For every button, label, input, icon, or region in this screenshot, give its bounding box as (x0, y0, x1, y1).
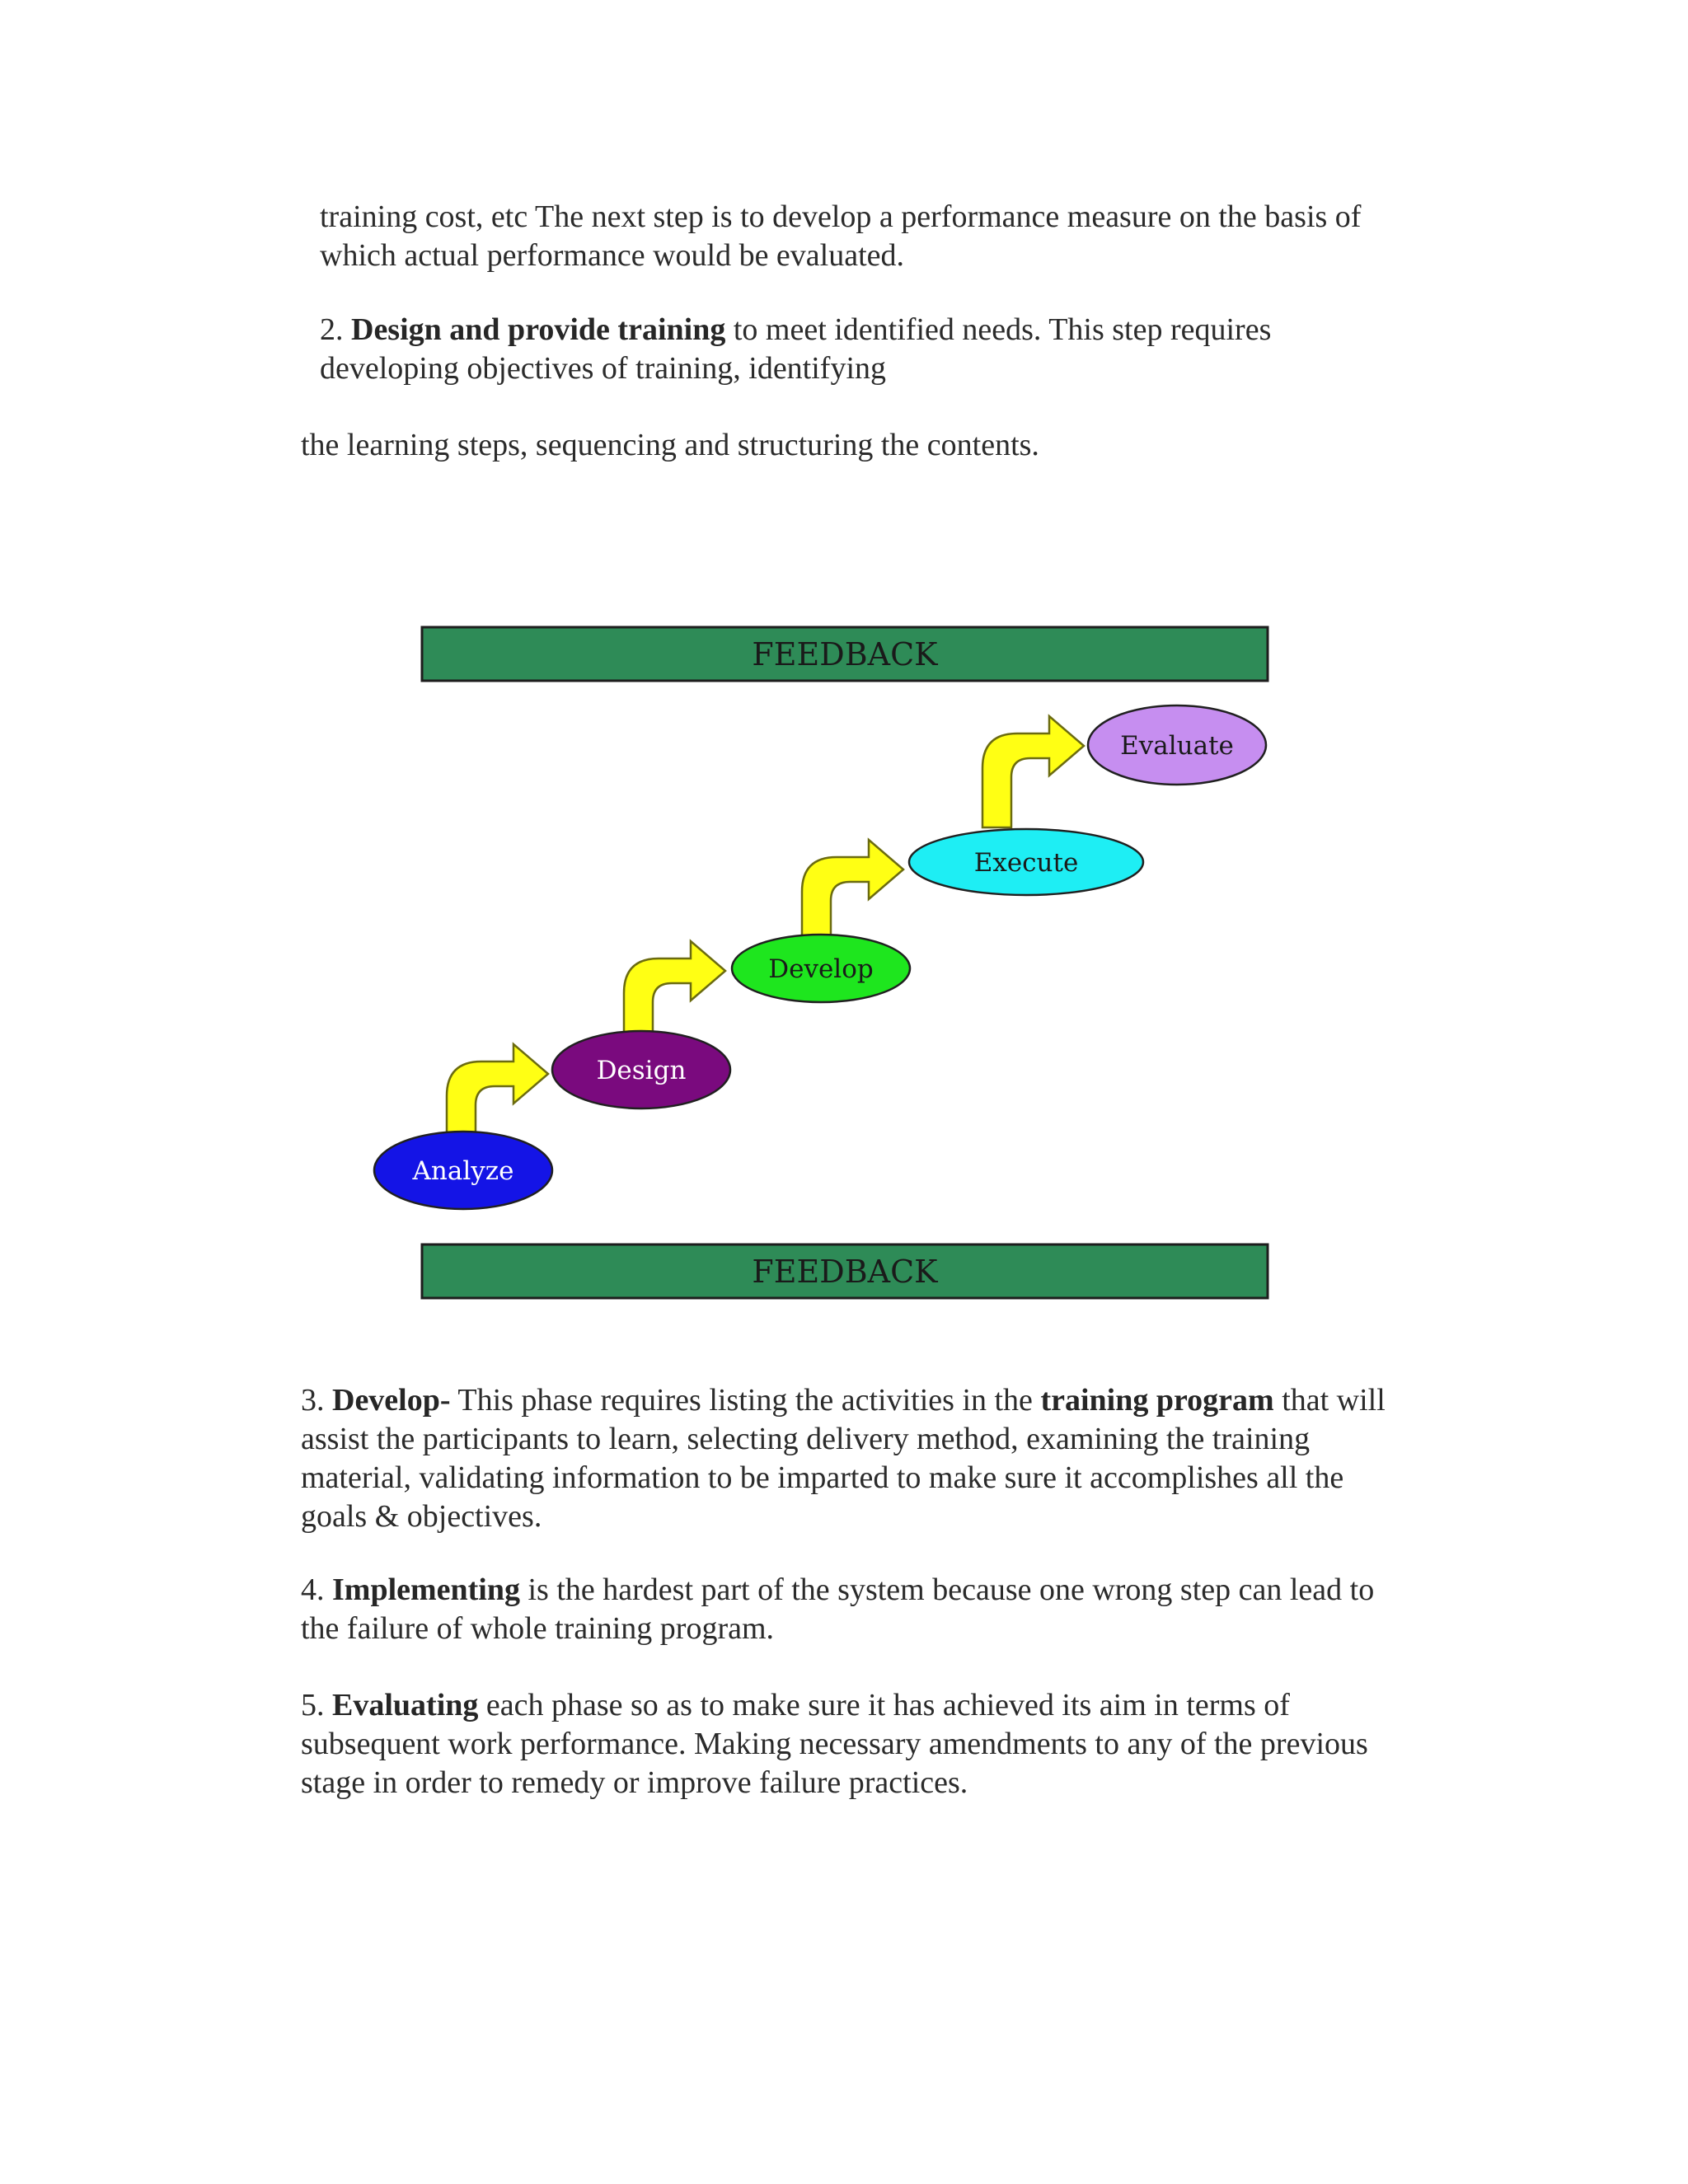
item-3-line-1 (301, 1381, 1386, 1420)
stage-analyze-label: Analyze (412, 1156, 514, 1186)
item-3-title: Develop- (332, 1383, 451, 1418)
item-5-line-2: subsequent work performance. Making necessary amendments to any of the previous (301, 1727, 1368, 1761)
item-4-title: Implementing (332, 1572, 520, 1607)
item-3-line-2: assist the participants to learn, selecting delivery method, examining the training (301, 1422, 1311, 1456)
item-2-line-1-rest: to meet identified needs. This step requires (733, 312, 1272, 347)
item-2-number: 2. (320, 312, 344, 347)
feedback-bar-top (422, 627, 1268, 681)
stage-develop (732, 935, 910, 1002)
feedback-bar-bottom-label: FEEDBACK (752, 1254, 938, 1290)
item-2-line-3: the learning steps, sequencing and structuring the contents. (301, 428, 1039, 462)
item-3-bold-phrase: training program (1040, 1383, 1274, 1418)
item-4-paragraph (301, 1571, 1374, 1648)
item-5-title: Evaluating (332, 1688, 479, 1722)
feedback-bar-bottom (422, 1244, 1268, 1298)
item-3-line-4: goals & objectives. (301, 1499, 542, 1534)
item-3-line-3: material, validating information to be imparted to make sure it accomplishes all the (301, 1460, 1344, 1495)
intro-paragraph (320, 198, 1361, 275)
intro-line-1: training cost, etc The next step is to develop a performance measure on the basis of (320, 199, 1362, 234)
item-3-number: 3. (301, 1383, 325, 1418)
item-3-line-1-mid: This phase requires listing the activities in the (457, 1383, 1033, 1418)
item-2-continuation (301, 426, 1039, 465)
item-2-line-2: developing objectives of training, identifying (320, 351, 887, 386)
item-4-number: 4. (301, 1572, 325, 1607)
item-3-paragraph (301, 1381, 1386, 1536)
stage-evaluate (1088, 705, 1266, 785)
item-4-line-2: the failure of whole training program. (301, 1611, 775, 1646)
stage-develop-label: Develop (768, 954, 874, 984)
training-cycle-diagram (363, 610, 1319, 1319)
item-3-line-1-end: that will (1282, 1383, 1386, 1418)
item-4-line-1-rest: is the hardest part of the system because one wrong step can lead to (528, 1572, 1375, 1607)
item-5-line-1-rest: each phase so as to make sure it has achieved its aim in terms of (485, 1688, 1290, 1722)
item-5-number: 5. (301, 1688, 325, 1722)
item-5-line-3: stage in order to remedy or improve failure practices. (301, 1765, 968, 1800)
arrow-execute-to-evaluate (982, 716, 1084, 827)
stage-design-label: Design (596, 1056, 687, 1085)
stage-analyze (374, 1132, 552, 1209)
stage-execute-label: Execute (973, 848, 1079, 878)
item-5-paragraph (301, 1686, 1368, 1802)
stage-execute (909, 829, 1143, 895)
stage-design (552, 1031, 730, 1108)
feedback-bar-top-label: FEEDBACK (752, 636, 938, 673)
item-2-paragraph (320, 311, 1271, 388)
item-2-line-1 (320, 311, 1271, 349)
item-2-title: Design and provide training (351, 312, 726, 347)
intro-line-2: which actual performance would be evaluated. (320, 238, 905, 273)
item-5-line-1 (301, 1686, 1368, 1725)
stage-evaluate-label: Evaluate (1120, 731, 1234, 761)
item-4-line-1 (301, 1571, 1374, 1610)
